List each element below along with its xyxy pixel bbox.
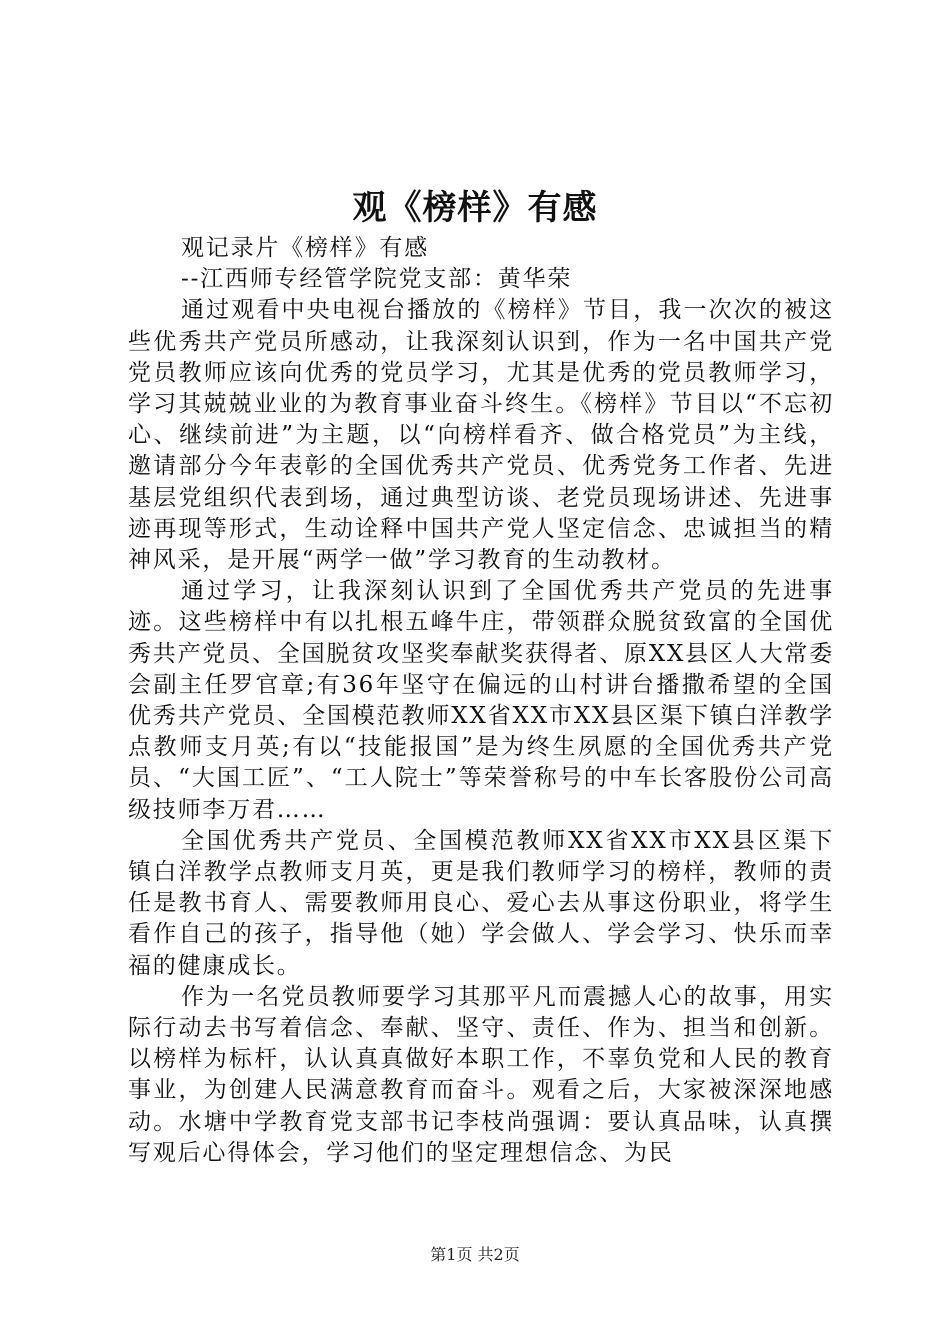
page-number-footer: 第1页 共2页 xyxy=(430,1245,520,1264)
document-title: 观《榜样》有感 xyxy=(352,188,598,228)
subtitle-line: 观记录片《榜样》有感 xyxy=(181,235,429,261)
paragraph-1: 通过观看中央电视台播放的《榜样》节目，我一次次的被这些优秀共产党员所感动，让我深刻认识到，作为一名中国共产党党员教师应该向优秀的党员学习，尤其是优秀的党员教师学习，学习其兢兢业业的为教育事业奋斗终生。《榜样》节目以“不忘初心、继续前进”为主题，以“向榜样看齐、做合格党员”为主线，邀请部分今年表彰的全国优秀共产党员、优秀党务工作者、先进基层党组织代表到场，通过典型访谈、老党员现场讲述、先进事迹再现等形式，生动诠释中国共产党人坚定信念、忠诚担当的精神风采，是开展“两学一做”学习教育的生动教材。 xyxy=(128,297,834,574)
paragraph-2: 通过学习，让我深刻认识到了全国优秀共产党员的先进事迹。这些榜样中有以扎根五峰牛庄，带领群众脱贫致富的全国优秀共产党员、全国脱贫攻坚奖奉献奖获得者、原XX县区人大常委会副主任罗官章;有36年坚守在偏远的山村讲台播撒希望的全国优秀共产党员、全国模范教师XX省XX市XX县区渠下镇白洋教学点教师支月英;有以“技能报国”是为终生夙愿的全国优秀共产党员、“大国工匠”、“工人院士”等荣誉称号的中车长客股份公司高级技师李万君…… xyxy=(128,578,834,823)
paragraph-4: 作为一名党员教师要学习其那平凡而震撼人心的故事，用实际行动去书写着信念、奉献、坚守、责任、作为、担当和创新。以榜样为标杆，认认真真做好本职工作，不辜负党和人民的教育事业，为创建人民满意教育而奋斗。观看之后，大家被深深地感动。水塘中学教育党支部书记李枝尚强调：要认真品味，认真撰写观后心得体会，学习他们的坚定理想信念、为民 xyxy=(128,983,834,1166)
author-line: --江西师专经管学院党支部：黄华荣 xyxy=(181,266,573,293)
paragraph-3: 全国优秀共产党员、全国模范教师XX省XX市XX县区渠下镇白洋教学点教师支月英，更是我们教师学习的榜样，教师的责任是教书育人、需要教师用良心、爱心去从事这份职业，将学生看作自己的孩子，指导他（她）学会做人、学会学习、快乐而幸福的健康成长。 xyxy=(128,827,834,979)
document-body xyxy=(128,233,834,1169)
